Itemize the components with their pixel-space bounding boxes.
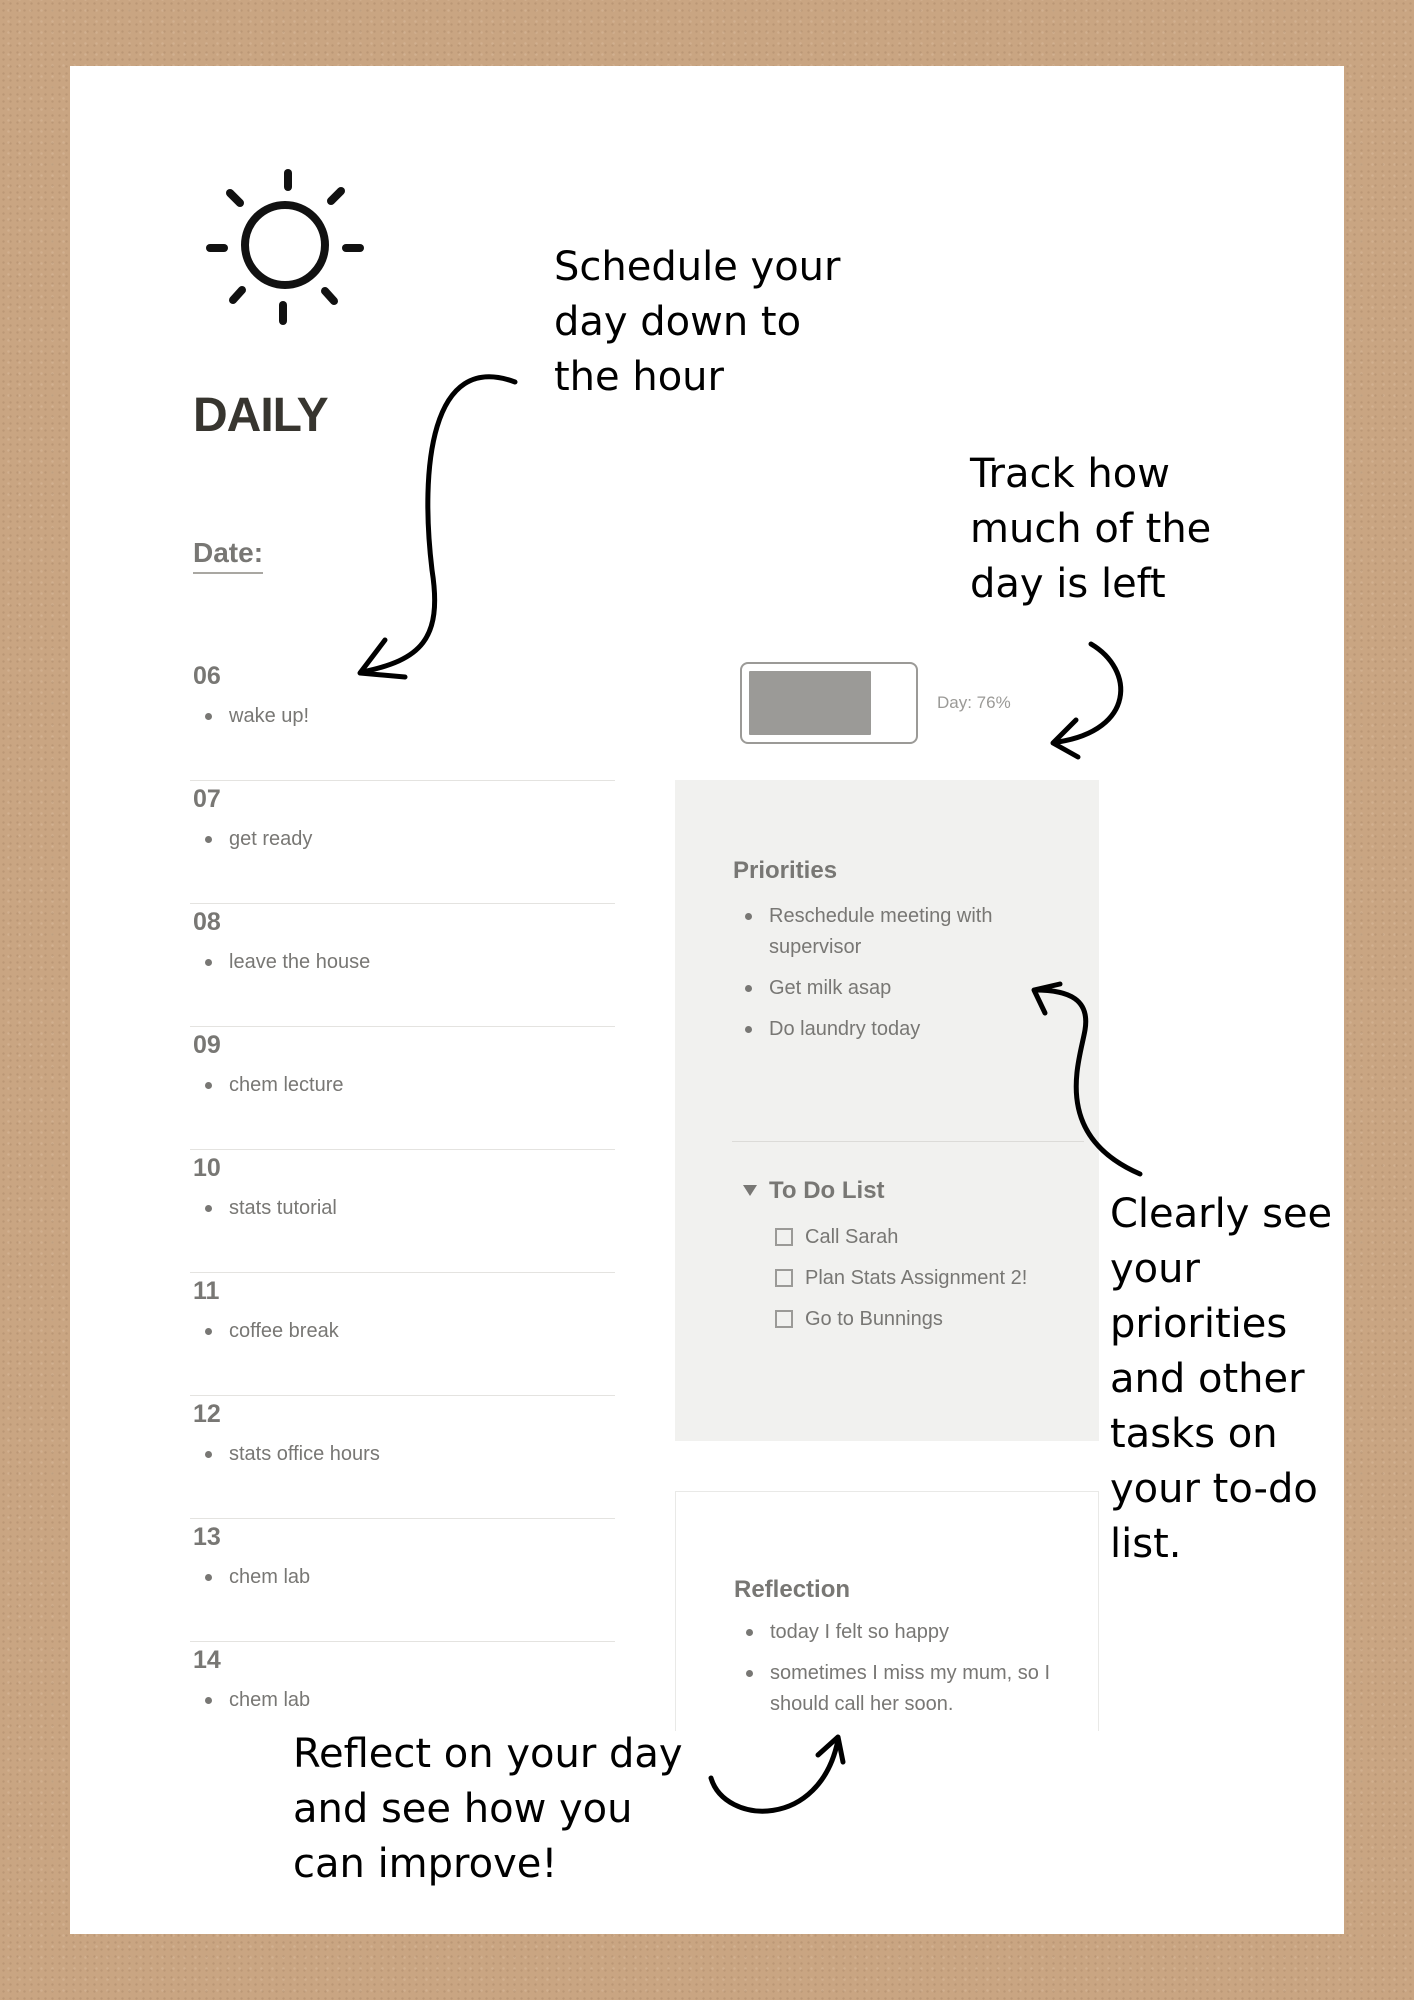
bullet-icon bbox=[205, 1082, 212, 1089]
reflection-item[interactable]: sometimes I miss my mum, so I should call her soon. bbox=[770, 1662, 1051, 1715]
bullet-icon bbox=[745, 985, 752, 992]
page-title: DAILY bbox=[193, 389, 328, 442]
todo-checkbox[interactable] bbox=[775, 1228, 793, 1246]
hour-block-08[interactable] bbox=[190, 906, 615, 1027]
bullet-icon bbox=[746, 1629, 753, 1636]
bullet-icon bbox=[205, 959, 212, 966]
bullet-icon bbox=[746, 1670, 753, 1677]
hour-block-09[interactable] bbox=[190, 1029, 615, 1150]
annotation-priorities bbox=[1110, 1187, 1332, 1572]
section-divider bbox=[732, 1141, 1084, 1142]
todo-heading[interactable]: To Do List bbox=[769, 1177, 885, 1204]
sun-icon bbox=[200, 165, 370, 335]
todo-checkbox[interactable] bbox=[775, 1269, 793, 1287]
hour-task[interactable]: stats office hours bbox=[229, 1443, 380, 1465]
reflection-item[interactable]: today I felt so happy bbox=[770, 1621, 950, 1643]
hour-block-13[interactable] bbox=[190, 1521, 615, 1642]
day-progress-fill bbox=[749, 671, 871, 735]
hour-label: 12 bbox=[193, 1400, 221, 1428]
hour-block-11[interactable] bbox=[190, 1275, 615, 1396]
priority-item[interactable]: Reschedule meeting with supervisor bbox=[769, 905, 993, 958]
hour-label: 08 bbox=[193, 908, 221, 936]
bullet-icon bbox=[745, 913, 752, 920]
hour-block-07[interactable] bbox=[190, 783, 615, 904]
hour-task[interactable]: leave the house bbox=[229, 951, 371, 973]
hour-task[interactable]: chem lecture bbox=[229, 1074, 344, 1096]
annotation-line: your to-do bbox=[1110, 1466, 1318, 1512]
annotation-line: list. bbox=[1110, 1521, 1182, 1567]
reflection-heading: Reflection bbox=[734, 1576, 851, 1603]
hour-label: 10 bbox=[193, 1154, 221, 1182]
annotation-line: Reflect on your day bbox=[293, 1731, 683, 1777]
annotation-line: day is left bbox=[970, 561, 1166, 607]
annotation-schedule bbox=[554, 240, 840, 405]
bullet-icon bbox=[205, 1574, 212, 1581]
bullet-icon bbox=[205, 1451, 212, 1458]
bullet-icon bbox=[205, 713, 212, 720]
toggle-triangle-icon[interactable] bbox=[743, 1185, 757, 1196]
annotation-line: and see how you bbox=[293, 1786, 633, 1832]
hour-task[interactable]: wake up! bbox=[229, 705, 310, 727]
hour-label: 13 bbox=[193, 1523, 221, 1551]
annotation-line: tasks on bbox=[1110, 1411, 1278, 1457]
day-progress-label: Day: 76% bbox=[937, 693, 1011, 712]
annotation-line: your bbox=[1110, 1246, 1200, 1292]
priority-item[interactable]: Get milk asap bbox=[769, 977, 892, 999]
priority-item[interactable]: Do laundry today bbox=[769, 1018, 921, 1040]
annotation-line: can improve! bbox=[293, 1841, 558, 1887]
hour-block-12[interactable] bbox=[190, 1398, 615, 1519]
bullet-icon bbox=[205, 1205, 212, 1212]
annotation-line: day down to bbox=[554, 299, 802, 345]
annotation-track bbox=[970, 447, 1211, 612]
hour-label: 06 bbox=[193, 662, 221, 690]
hour-label: 07 bbox=[193, 785, 221, 813]
annotation-reflect bbox=[293, 1727, 683, 1892]
todo-item[interactable]: Go to Bunnings bbox=[805, 1308, 943, 1330]
hour-label: 11 bbox=[193, 1277, 220, 1305]
date-property-label[interactable]: Date: bbox=[193, 536, 263, 574]
bullet-icon bbox=[745, 1026, 752, 1033]
bullet-icon bbox=[205, 836, 212, 843]
hour-task[interactable]: coffee break bbox=[229, 1320, 339, 1342]
priorities-heading: Priorities bbox=[733, 857, 838, 884]
hour-task[interactable]: stats tutorial bbox=[229, 1197, 337, 1219]
todo-checkbox[interactable] bbox=[775, 1310, 793, 1328]
annotation-line: Schedule your bbox=[554, 244, 841, 290]
annotation-line: much of the bbox=[970, 506, 1212, 552]
bullet-icon bbox=[205, 1697, 212, 1704]
day-progress-battery bbox=[740, 662, 918, 744]
hour-block-06[interactable] bbox=[190, 660, 615, 781]
annotation-line: the hour bbox=[554, 354, 724, 400]
todo-item[interactable]: Call Sarah bbox=[805, 1226, 899, 1248]
hour-label: 09 bbox=[193, 1031, 221, 1059]
todo-item[interactable]: Plan Stats Assignment 2! bbox=[805, 1267, 1028, 1289]
hour-label: 14 bbox=[193, 1646, 221, 1674]
hour-task[interactable]: chem lab bbox=[229, 1689, 311, 1711]
annotation-line: Track how bbox=[970, 451, 1170, 497]
hour-task[interactable]: chem lab bbox=[229, 1566, 311, 1588]
hour-block-10[interactable] bbox=[190, 1152, 615, 1273]
annotation-line: Clearly see bbox=[1110, 1191, 1333, 1237]
annotation-line: and other bbox=[1110, 1356, 1305, 1402]
bullet-icon bbox=[205, 1328, 212, 1335]
annotation-line: priorities bbox=[1110, 1301, 1288, 1347]
hour-task[interactable]: get ready bbox=[229, 828, 313, 850]
